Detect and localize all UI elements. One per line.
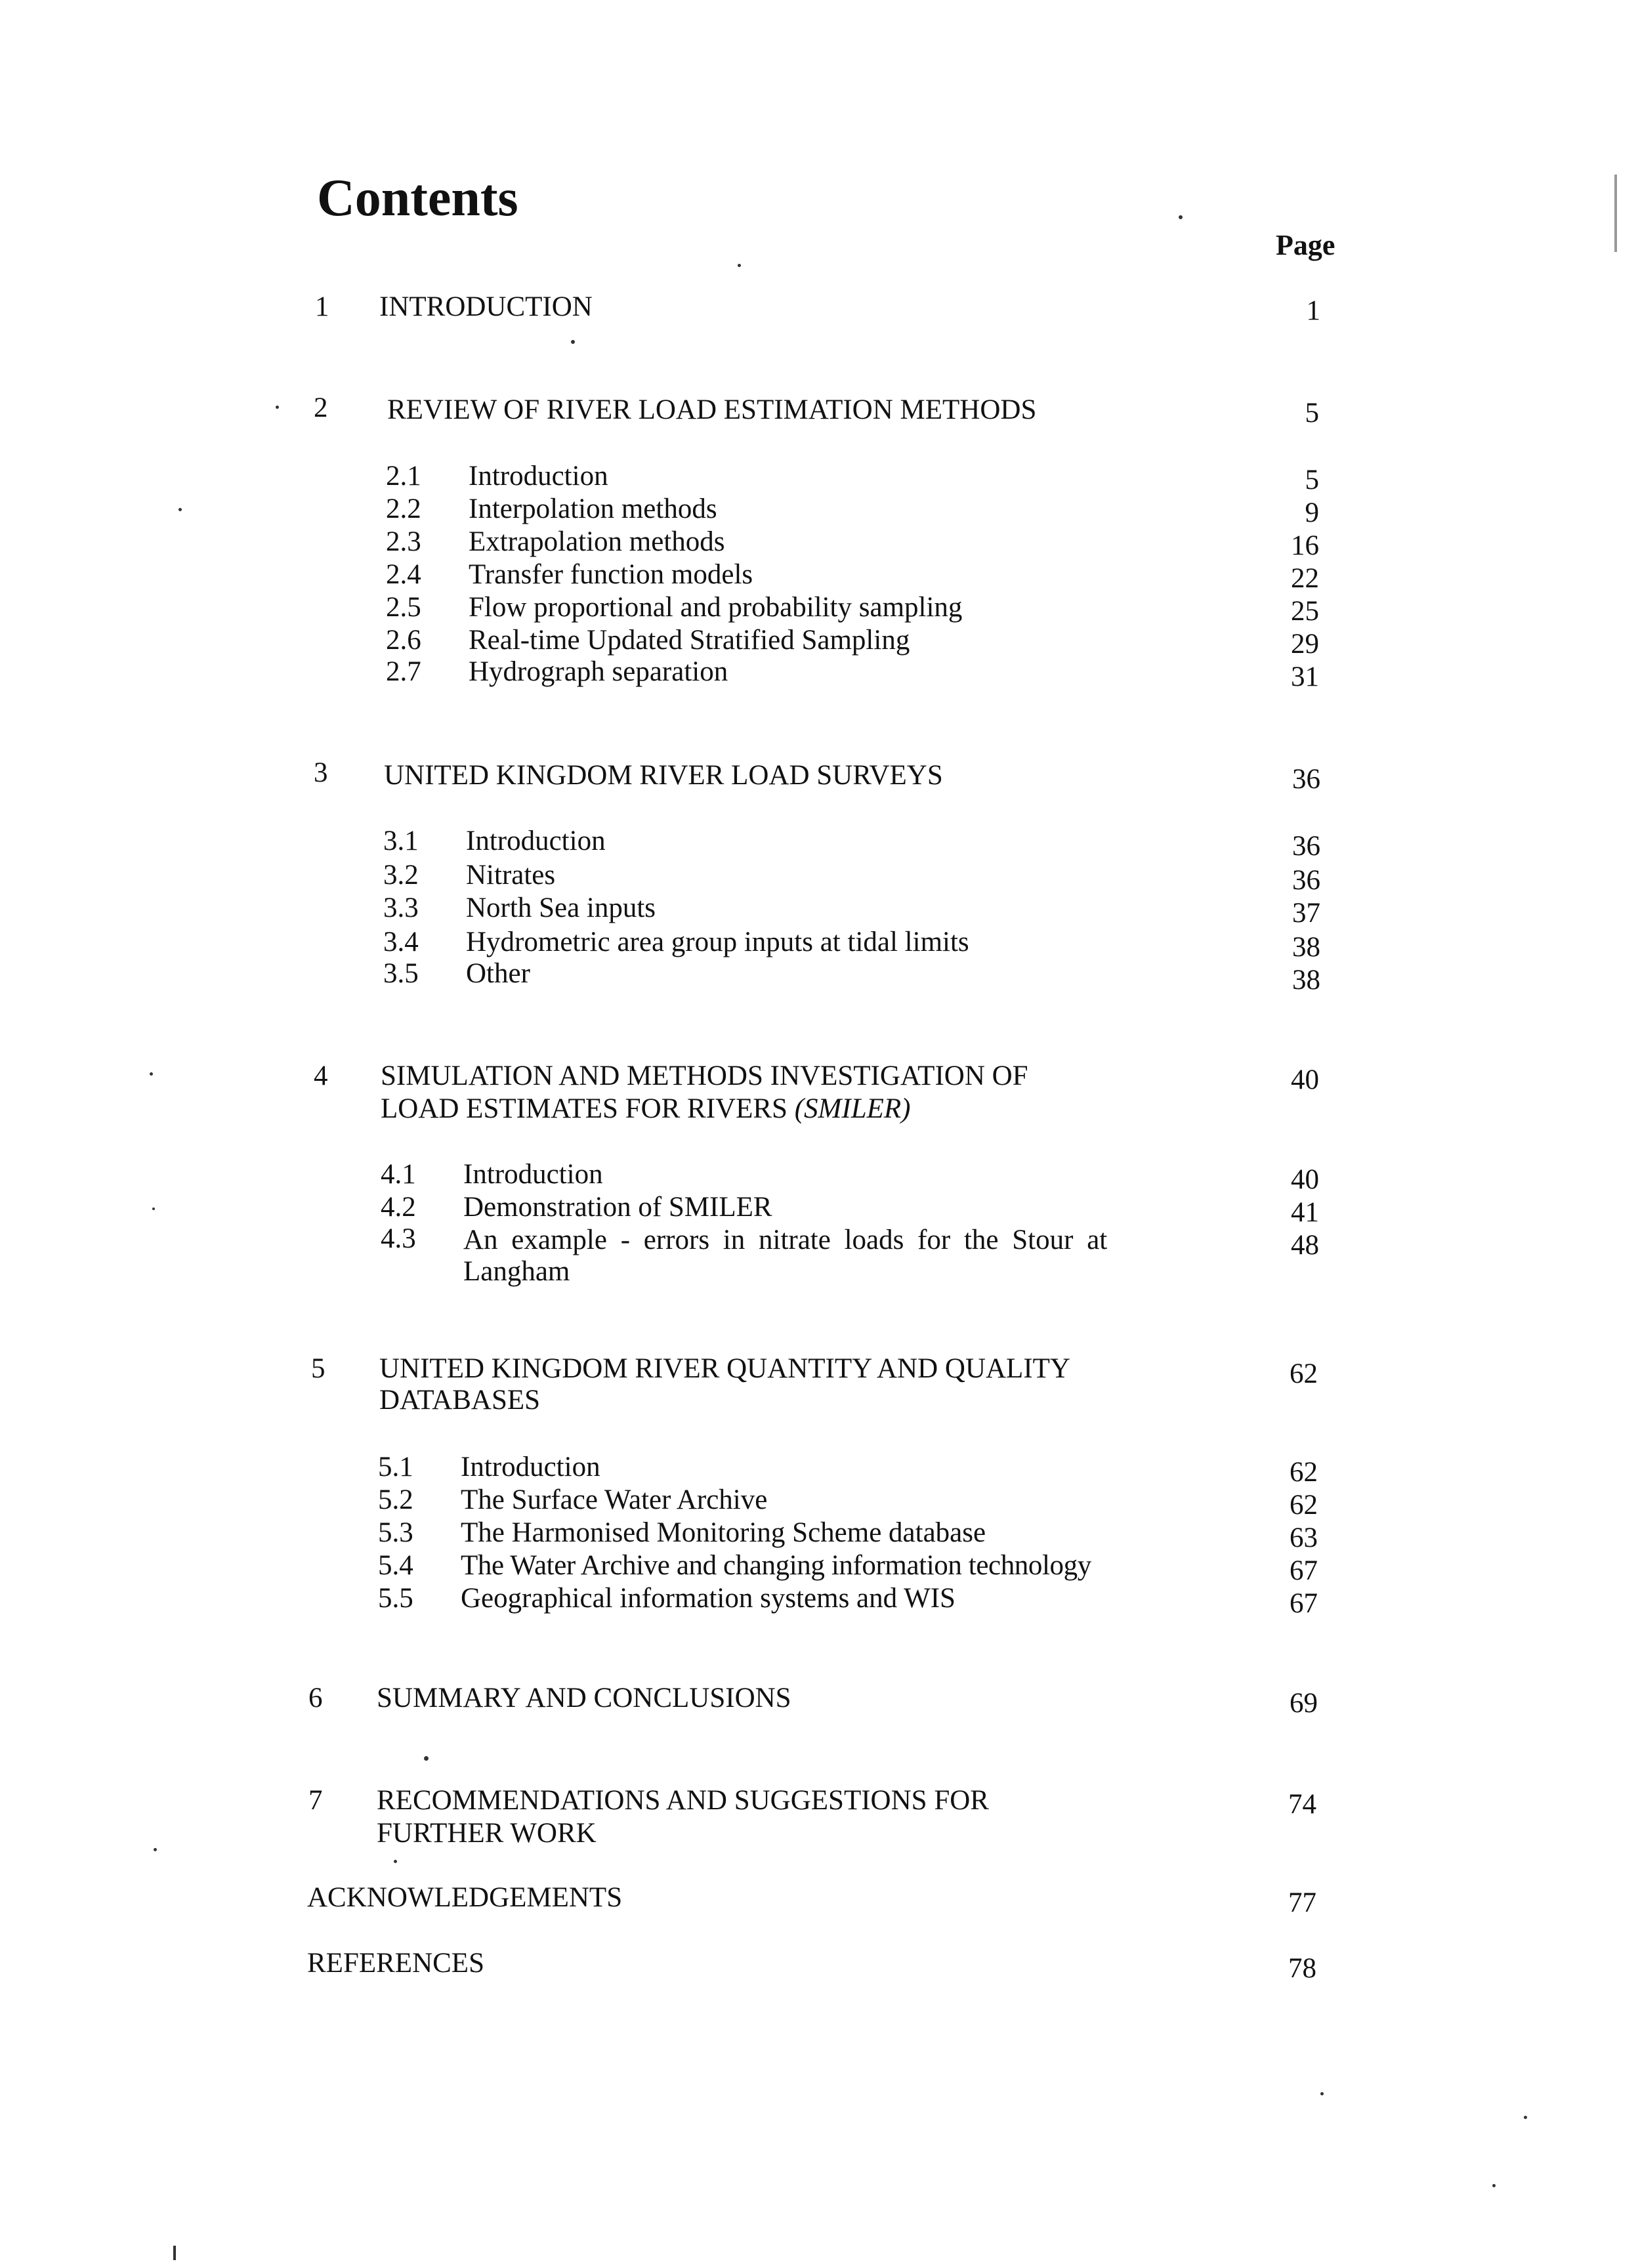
subsection-title: Nitrates — [466, 860, 556, 891]
subsection-title: Extrapolation methods — [469, 526, 725, 557]
subsection-page: 38 — [1292, 932, 1320, 963]
section-title-line2: LOAD ESTIMATES FOR RIVERS (SMILER) — [381, 1093, 911, 1124]
subsection-title: Real-time Updated Stratified Sampling — [469, 625, 910, 656]
subsection-number: 4.2 — [381, 1192, 416, 1223]
subsection-number: 5.2 — [378, 1484, 413, 1515]
scan-speck — [1524, 2116, 1527, 2119]
section-number: 2 — [314, 392, 328, 423]
subsection-page: 36 — [1292, 831, 1320, 862]
subsection-page: 37 — [1292, 898, 1320, 929]
section-page: 36 — [1292, 764, 1320, 795]
section-page: 62 — [1290, 1358, 1318, 1389]
section-number: 6 — [308, 1683, 323, 1713]
section-title-line1: RECOMMENDATIONS AND SUGGESTIONS FOR — [377, 1785, 989, 1816]
subsection-title: Flow proportional and probability sampling — [469, 592, 963, 623]
subsection-title: Introduction — [461, 1452, 600, 1482]
smiler-abbrev: (SMILER) — [794, 1093, 911, 1124]
scan-speck — [152, 1208, 155, 1210]
subsection-number: 5.1 — [378, 1452, 413, 1482]
subsection-number: 2.5 — [386, 592, 421, 623]
subsection-title: Introduction — [466, 826, 606, 856]
references-title: REFERENCES — [307, 1948, 484, 1979]
section-page: 74 — [1288, 1789, 1316, 1820]
subsection-number: 5.3 — [378, 1517, 413, 1548]
subsection-title: Introduction — [469, 461, 608, 492]
section-title-line2: DATABASES — [379, 1385, 541, 1416]
section-title-line1: SIMULATION AND METHODS INVESTIGATION OF — [381, 1060, 1028, 1091]
subsection-title: The Harmonised Monitoring Scheme database — [461, 1517, 986, 1548]
subsection-number: 3.3 — [383, 892, 419, 923]
section-title: SUMMARY AND CONCLUSIONS — [377, 1683, 791, 1713]
scan-speck — [1320, 2092, 1324, 2095]
subsection-title: The Water Archive and changing information technology — [461, 1550, 1091, 1581]
subsection-title: Transfer function models — [469, 559, 753, 590]
subsection-title: Introduction — [463, 1159, 603, 1190]
subsection-page: 67 — [1290, 1588, 1318, 1619]
subsection-page: 48 — [1291, 1230, 1319, 1261]
section-number: 3 — [314, 757, 328, 788]
subsection-title: Geographical information systems and WIS — [461, 1583, 956, 1614]
subsection-page: 16 — [1291, 530, 1319, 561]
section-page: 69 — [1290, 1688, 1318, 1719]
section-title: REVIEW OF RIVER LOAD ESTIMATION METHODS — [387, 394, 1037, 425]
scan-speck — [1179, 215, 1183, 219]
scan-edge-mark — [1614, 175, 1617, 252]
subsection-title: Hydrograph separation — [469, 656, 728, 687]
subsection-number: 5.5 — [378, 1583, 413, 1614]
subsection-title-line2: Langham — [463, 1256, 570, 1287]
subsection-number: 2.6 — [386, 625, 421, 656]
scan-edge-mark — [173, 2246, 176, 2260]
subsection-title: Hydrometric area group inputs at tidal limits — [466, 927, 969, 957]
subsection-number: 2.4 — [386, 559, 421, 590]
acknowledgements-page: 77 — [1288, 1887, 1316, 1918]
subsection-number: 4.1 — [381, 1159, 416, 1190]
section-title: INTRODUCTION — [379, 291, 593, 322]
subsection-page: 62 — [1290, 1457, 1318, 1488]
subsection-page: 31 — [1291, 662, 1319, 692]
references-page: 78 — [1288, 1953, 1316, 1984]
scan-speck — [150, 1072, 153, 1076]
section-page: 40 — [1291, 1064, 1319, 1095]
subsection-number: 2.3 — [386, 526, 421, 557]
subsection-number: 2.7 — [386, 656, 421, 687]
page-title: Contents — [317, 169, 518, 227]
subsection-title: Interpolation methods — [469, 494, 717, 524]
section-title-line1: UNITED KINGDOM RIVER QUANTITY AND QUALITY — [379, 1353, 1070, 1384]
scan-speck — [154, 1848, 157, 1851]
subsection-number: 2.1 — [386, 461, 421, 492]
section-number: 4 — [314, 1060, 328, 1091]
subsection-number: 3.4 — [383, 927, 419, 957]
acknowledgements-title: ACKNOWLEDGEMENTS — [307, 1882, 623, 1913]
subsection-title: Other — [466, 958, 530, 989]
scan-speck — [424, 1756, 429, 1761]
subsection-number: 2.2 — [386, 494, 421, 524]
section-number: 1 — [315, 291, 329, 322]
subsection-number: 3.1 — [383, 826, 419, 856]
subsection-page: 62 — [1290, 1490, 1318, 1521]
section-page: 5 — [1305, 398, 1319, 429]
subsection-page: 22 — [1291, 563, 1319, 594]
subsection-page: 67 — [1290, 1555, 1318, 1586]
subsection-title: North Sea inputs — [466, 892, 656, 923]
scan-speck — [1492, 2184, 1496, 2187]
scan-speck — [394, 1860, 397, 1863]
subsection-number: 4.3 — [381, 1223, 416, 1254]
subsection-page: 40 — [1291, 1164, 1319, 1195]
section-title: UNITED KINGDOM RIVER LOAD SURVEYS — [384, 760, 943, 791]
subsection-title-line1: An example - errors in nitrate loads for the Stour at — [463, 1225, 1108, 1255]
scan-speck — [178, 508, 182, 511]
section-title-line2: FURTHER WORK — [377, 1818, 597, 1849]
subsection-page: 41 — [1291, 1197, 1319, 1228]
subsection-page: 63 — [1290, 1522, 1318, 1553]
subsection-title: Demonstration of SMILER — [463, 1192, 772, 1223]
subsection-title: The Surface Water Archive — [461, 1484, 768, 1515]
subsection-number: 3.2 — [383, 860, 419, 891]
scan-speck — [276, 406, 279, 409]
page-column-header: Page — [1276, 229, 1335, 261]
section-page: 1 — [1306, 295, 1320, 326]
section-number: 5 — [311, 1353, 326, 1384]
scan-speck — [571, 340, 575, 344]
subsection-page: 25 — [1291, 596, 1319, 627]
subsection-page: 5 — [1305, 465, 1319, 495]
subsection-page: 36 — [1292, 865, 1320, 896]
subsection-number: 3.5 — [383, 958, 419, 989]
subsection-page: 38 — [1292, 965, 1320, 996]
subsection-number: 5.4 — [378, 1550, 413, 1581]
subsection-page: 9 — [1305, 497, 1319, 528]
scan-speck — [738, 264, 741, 267]
subsection-page: 29 — [1291, 629, 1319, 660]
section-number: 7 — [308, 1785, 323, 1816]
